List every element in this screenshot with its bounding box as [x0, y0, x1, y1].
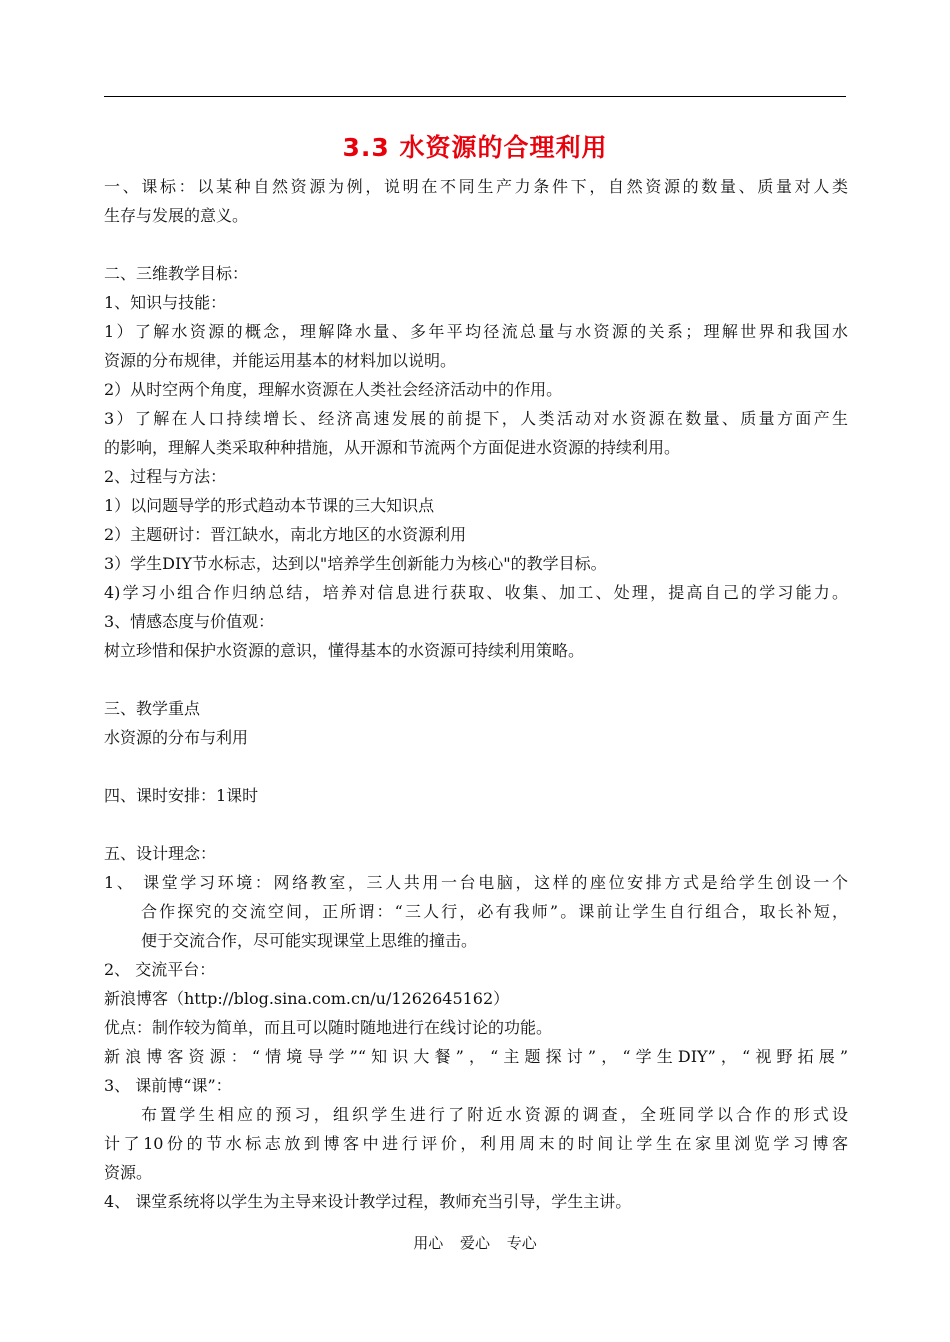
- footer-text-3: 专心: [506, 1234, 537, 1252]
- text-line: 计了10份的节水标志放到博客中进行评价，利用周末的时间让学生在家里浏览学习博客: [104, 1134, 848, 1153]
- blank-line: [104, 752, 848, 781]
- text-line: 1）了解水资源的概念，理解降水量、多年平均径流总量与水资源的关系；理解世界和我国水: [104, 322, 848, 341]
- document-body: [104, 172, 848, 1216]
- text-line: 新浪博客资源：“情境导学”“知识大餐”，“主题探讨”，“学生DIY”，“视野拓展”: [104, 1047, 848, 1066]
- footer-text-2: 爱心: [459, 1234, 490, 1252]
- text-line: 3）了解在人口持续增长、经济高速发展的前提下，人类活动对水资源在数量、质量方面产生: [104, 409, 848, 428]
- blank-line: [104, 665, 848, 694]
- text-line: 四、课时安排：1课时: [104, 786, 259, 805]
- text-line: 一、课标：以某种自然资源为例，说明在不同生产力条件下，自然资源的数量、质量对人类: [104, 177, 848, 196]
- text-line: 资源的分布规律，并能运用基本的材料加以说明。: [104, 351, 457, 370]
- blank-line: [104, 810, 848, 839]
- text-line: 1、 课堂学习环境：网络教室，三人共用一台电脑，这样的座位安排方式是给学生创设一个: [104, 873, 848, 892]
- footer-text-1: 用心: [413, 1234, 444, 1252]
- text-line: 树立珍惜和保护水资源的意识，懂得基本的水资源可持续利用策略。: [104, 641, 585, 660]
- text-line: 资源。: [104, 1163, 153, 1182]
- text-line: 的影响，理解人类采取种种措施，从开源和节流两个方面促进水资源的持续利用。: [104, 438, 681, 457]
- text-line: 水资源的分布与利用: [104, 728, 249, 747]
- text-line: 3、 课前博“课”：: [104, 1076, 232, 1095]
- text-line: 3）学生DIY节水标志，达到以"培养学生创新能力为核心"的教学目标。: [104, 554, 607, 573]
- text-line: 1）以问题导学的形式趋动本节课的三大知识点: [104, 496, 435, 515]
- text-line: 合作探究的交流空间，正所谓：“三人行，必有我师”。课前让学生自行组合，取长补短，: [141, 902, 848, 921]
- text-line: 3、情感态度与价值观：: [104, 612, 275, 631]
- text-line: 生存与发展的意义。: [104, 206, 249, 225]
- text-line: 2）从时空两个角度，理解水资源在人类社会经济活动中的作用。: [104, 380, 563, 399]
- text-line: 布置学生相应的预习，组织学生进行了附近水资源的调查，全班同学以合作的形式设: [141, 1105, 848, 1124]
- text-line: 三、教学重点: [104, 699, 201, 718]
- text-line: 新浪博客（http://blog.sina.com.cn/u/1262645162）: [104, 989, 510, 1008]
- text-line: 五、设计理念：: [104, 844, 217, 863]
- page-footer: [0, 1232, 950, 1253]
- text-line: 1、知识与技能：: [104, 293, 227, 312]
- text-line: 二、三维教学目标：: [104, 264, 249, 283]
- text-line: 2、 交流平台：: [104, 960, 216, 979]
- text-line: 2、过程与方法：: [104, 467, 227, 486]
- document-title: 3.3 水资源的合理利用: [342, 133, 608, 162]
- text-line: 优点：制作较为简单，而且可以随时随地进行在线讨论的功能。: [104, 1018, 553, 1037]
- text-line: 便于交流合作，尽可能实现课堂上思维的撞击。: [141, 931, 478, 950]
- text-line: 4、 课堂系统将以学生为主导来设计教学过程，教师充当引导，学生主讲。: [104, 1192, 632, 1211]
- text-line: 2）主题研讨：晋江缺水，南北方地区的水资源利用: [104, 525, 467, 544]
- text-line: 4)学习小组合作归纳总结，培养对信息进行获取、收集、加工、处理，提高自己的学习能力。: [104, 583, 848, 602]
- blank-line: [104, 230, 848, 259]
- header-rule: [104, 96, 846, 97]
